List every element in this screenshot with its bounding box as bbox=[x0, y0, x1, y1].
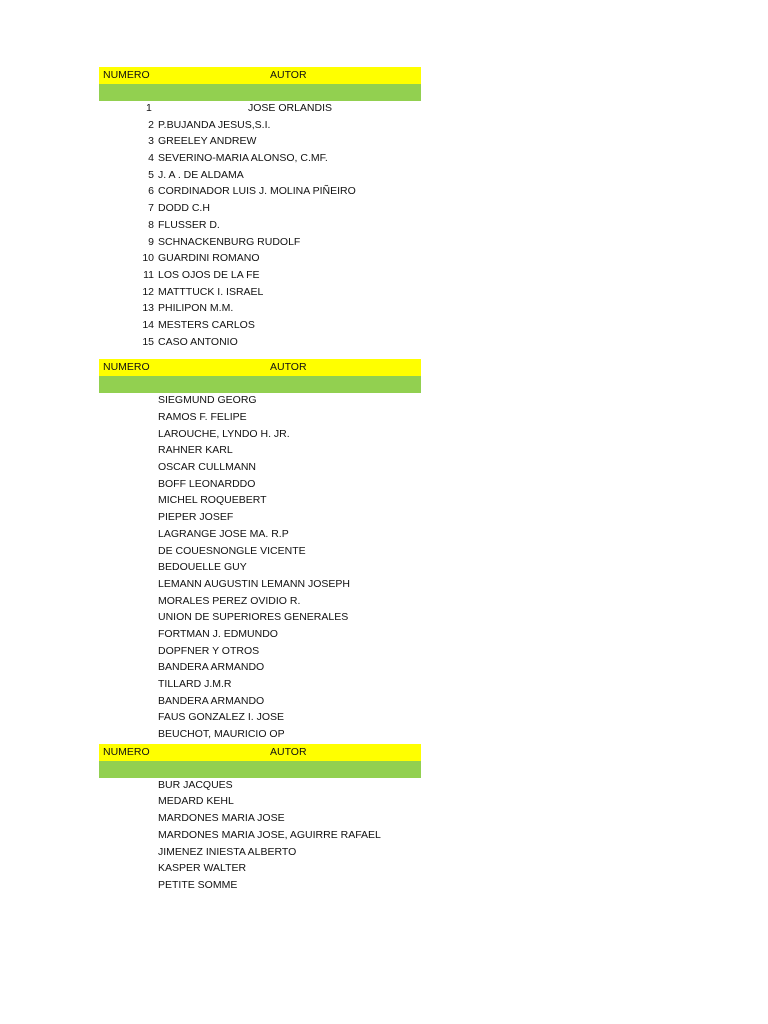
table-row bbox=[99, 727, 421, 744]
row-number: 12 bbox=[142, 285, 154, 298]
row-author: CASO ANTONIO bbox=[158, 335, 238, 348]
table-row bbox=[99, 251, 421, 268]
autor-header: AUTOR bbox=[270, 361, 307, 374]
row-author: BEDOUELLE GUY bbox=[158, 561, 247, 574]
table-row bbox=[99, 151, 421, 168]
row-author: P.BUJANDA JESUS,S.I. bbox=[158, 118, 271, 131]
table-row bbox=[99, 861, 421, 878]
table-row bbox=[99, 644, 421, 661]
autor-header: AUTOR bbox=[270, 745, 307, 758]
table-row bbox=[99, 168, 421, 185]
table-header bbox=[99, 359, 421, 376]
table-row bbox=[99, 410, 421, 427]
table-row bbox=[99, 268, 421, 285]
table-row bbox=[99, 318, 421, 335]
row-number: 11 bbox=[143, 268, 154, 281]
row-number: 9 bbox=[148, 235, 154, 248]
table-row bbox=[99, 527, 421, 544]
table-row bbox=[99, 218, 421, 235]
row-author: MARDONES MARIA JOSE, AGUIRRE RAFAEL bbox=[158, 828, 381, 841]
row-author: PHILIPON M.M. bbox=[158, 302, 234, 315]
table-row bbox=[99, 134, 421, 151]
header-band bbox=[99, 376, 421, 393]
table-row bbox=[99, 301, 421, 318]
author-table bbox=[99, 359, 421, 743]
header-band bbox=[99, 761, 421, 778]
table-row bbox=[99, 845, 421, 862]
row-author: JOSE ORLANDIS bbox=[248, 102, 333, 114]
row-author: MICHEL ROQUEBERT bbox=[158, 494, 267, 507]
table-row bbox=[99, 393, 421, 410]
table-row bbox=[99, 778, 421, 795]
table-row bbox=[99, 560, 421, 577]
row-author: RAHNER KARL bbox=[158, 444, 233, 457]
table-header bbox=[99, 744, 421, 761]
row-number: 14 bbox=[142, 318, 154, 331]
table-row bbox=[99, 101, 421, 118]
row-author: CORDINADOR LUIS J. MOLINA PIÑEIRO bbox=[158, 185, 356, 198]
table-row bbox=[99, 577, 421, 594]
row-author: BOFF LEONARDDO bbox=[158, 477, 256, 490]
row-author: FAUS GONZALEZ I. JOSE bbox=[158, 711, 285, 724]
row-author: UNION DE SUPERIORES GENERALES bbox=[158, 611, 349, 624]
row-author: PETITE SOMME bbox=[158, 878, 238, 891]
row-author: FORTMAN J. EDMUNDO bbox=[158, 627, 278, 640]
table-row bbox=[99, 660, 421, 677]
row-author: MESTERS CARLOS bbox=[158, 318, 255, 331]
table-row bbox=[99, 118, 421, 135]
table-row bbox=[99, 460, 421, 477]
row-author: DODD C.H bbox=[158, 202, 210, 215]
table-row bbox=[99, 710, 421, 727]
table-row bbox=[99, 878, 421, 895]
row-number: 1 bbox=[146, 102, 152, 114]
table-row bbox=[99, 335, 421, 352]
numero-header: NUMERO bbox=[103, 361, 150, 374]
row-author: FLUSSER D. bbox=[158, 218, 220, 231]
numero-header: NUMERO bbox=[103, 745, 150, 758]
table-row bbox=[99, 811, 421, 828]
table-row bbox=[99, 828, 421, 845]
row-number: 6 bbox=[148, 185, 154, 198]
table-row bbox=[99, 594, 421, 611]
table-row bbox=[99, 285, 421, 302]
row-author: PIEPER JOSEF bbox=[158, 511, 234, 524]
table-row bbox=[99, 235, 421, 252]
row-number: 13 bbox=[142, 302, 154, 315]
row-author: LAGRANGE JOSE MA. R.P bbox=[158, 527, 289, 540]
row-author: DOPFNER Y OTROS bbox=[158, 644, 260, 657]
table-row bbox=[99, 427, 421, 444]
row-number: 4 bbox=[148, 152, 154, 165]
row-author: JIMENEZ INIESTA ALBERTO bbox=[158, 845, 297, 858]
row-author: DE COUESNONGLE VICENTE bbox=[158, 544, 306, 557]
table-header bbox=[99, 67, 421, 84]
row-author: TILLARD J.M.R bbox=[158, 678, 232, 690]
row-author: BEUCHOT, MAURICIO OP bbox=[158, 728, 285, 741]
table-row bbox=[99, 677, 421, 694]
row-author: MATTTUCK I. ISRAEL bbox=[158, 285, 264, 298]
table-row bbox=[99, 510, 421, 527]
row-author: LAROUCHE, LYNDO H. JR. bbox=[158, 427, 290, 440]
row-author: MEDARD KEHL bbox=[158, 795, 234, 808]
autor-header: AUTOR bbox=[270, 69, 307, 81]
row-author: GUARDINI ROMANO bbox=[158, 252, 260, 265]
numero-header: NUMERO bbox=[103, 69, 150, 81]
row-author: SIEGMUND GEORG bbox=[158, 394, 257, 407]
spreadsheet bbox=[99, 67, 421, 895]
row-author: SEVERINO-MARIA ALONSO, C.MF. bbox=[158, 152, 328, 165]
row-author: MARDONES MARIA JOSE bbox=[158, 812, 285, 825]
row-number: 10 bbox=[142, 252, 154, 265]
table-row bbox=[99, 201, 421, 218]
row-author: MORALES PEREZ OVIDIO R. bbox=[158, 594, 301, 607]
table-row bbox=[99, 544, 421, 561]
row-author: J. A . DE ALDAMA bbox=[158, 168, 244, 181]
row-author: GREELEY ANDREW bbox=[158, 135, 257, 148]
row-author: BUR JACQUES bbox=[158, 778, 233, 791]
spacer bbox=[99, 351, 421, 359]
row-author: BANDERA ARMANDO bbox=[158, 661, 265, 674]
row-author: LOS OJOS DE LA FE bbox=[158, 268, 260, 281]
table-row bbox=[99, 443, 421, 460]
row-author: OSCAR CULLMANN bbox=[158, 461, 257, 474]
row-number: 15 bbox=[142, 335, 154, 348]
author-table bbox=[99, 744, 421, 895]
row-author: RAMOS F. FELIPE bbox=[158, 411, 247, 423]
table-row bbox=[99, 794, 421, 811]
row-author: KASPER WALTER bbox=[158, 862, 247, 875]
row-number: 3 bbox=[148, 135, 154, 148]
header-band bbox=[99, 84, 421, 101]
author-table bbox=[99, 67, 421, 351]
table-row bbox=[99, 627, 421, 644]
row-number: 7 bbox=[148, 202, 154, 215]
row-author: LEMANN AUGUSTIN LEMANN JOSEPH bbox=[158, 577, 350, 590]
row-number: 8 bbox=[148, 218, 154, 231]
row-number: 5 bbox=[148, 168, 154, 181]
row-author: SCHNACKENBURG RUDOLF bbox=[158, 235, 301, 248]
row-author: BANDERA ARMANDO bbox=[158, 694, 265, 707]
table-row bbox=[99, 610, 421, 627]
table-row bbox=[99, 493, 421, 510]
row-number: 2 bbox=[148, 118, 154, 131]
table-row bbox=[99, 477, 421, 494]
table-row bbox=[99, 694, 421, 711]
table-row bbox=[99, 184, 421, 201]
